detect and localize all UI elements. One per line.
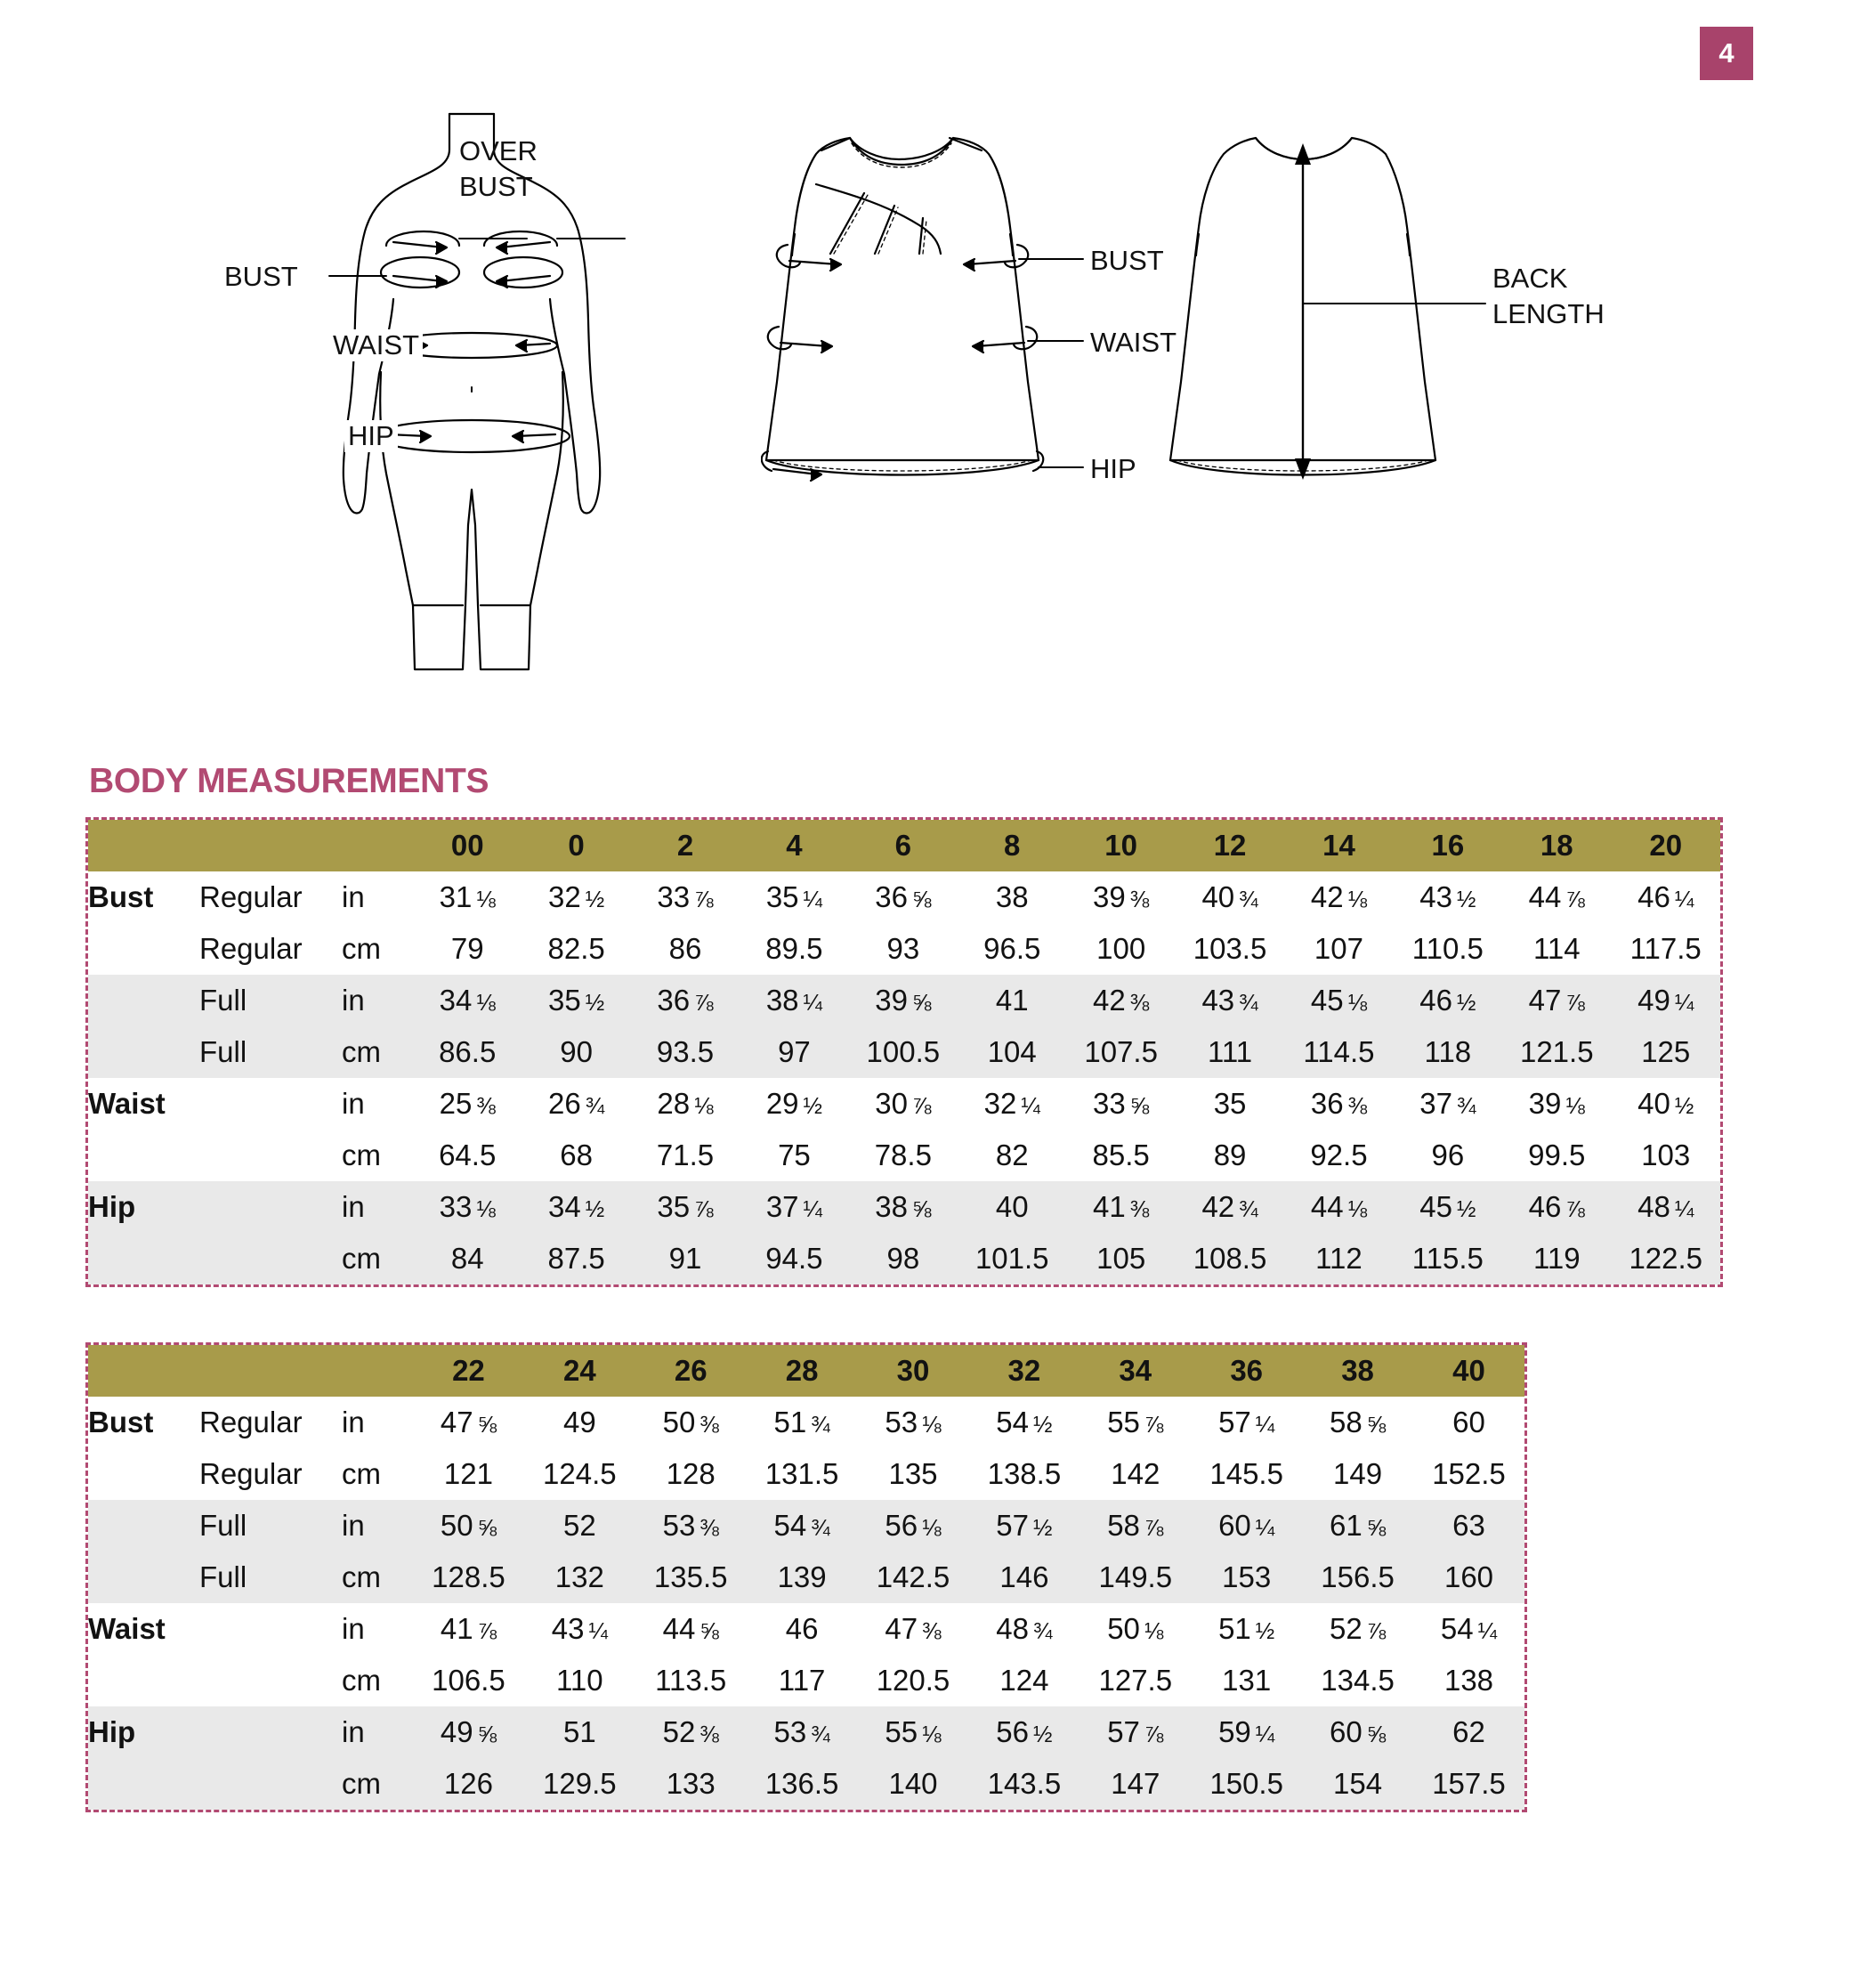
measurement-cell: 34 ⅛	[439, 984, 496, 1017]
row-group-label	[88, 1655, 199, 1706]
table-1-header-unit	[342, 820, 413, 871]
measurement-cell: 44 ⅞	[1528, 880, 1585, 913]
table-row	[88, 1130, 1720, 1181]
measurement-cell: 32 ¼	[983, 1087, 1040, 1120]
measurement-cell: 131.5	[764, 1457, 839, 1490]
measurement-cell: 60 ⅝	[1329, 1715, 1387, 1748]
measurement-cell: 45 ½	[1419, 1190, 1476, 1223]
measurement-cell: 46	[785, 1612, 819, 1645]
size-column-header-10: 10	[1104, 829, 1137, 862]
measurement-cell: 42 ⅛	[1310, 880, 1368, 913]
table-row	[88, 1026, 1720, 1078]
measurement-cell: 49 ¼	[1637, 984, 1694, 1017]
measurement-cell: 42 ⅜	[1093, 984, 1150, 1017]
row-kind-label	[199, 1181, 342, 1233]
measurement-cell: 121	[443, 1457, 493, 1490]
measurement-cell: 118	[1424, 1035, 1472, 1068]
measurement-cell: 37 ¾	[1419, 1087, 1476, 1120]
row-kind-label: Regular	[199, 1457, 303, 1490]
size-column-header-00: 00	[450, 829, 484, 862]
row-unit-label: in	[342, 1715, 365, 1748]
measurement-cell: 146	[999, 1560, 1049, 1593]
measurement-cell: 28 ⅛	[657, 1087, 714, 1120]
row-unit-label: in	[342, 1406, 365, 1438]
measurement-cell: 124.5	[543, 1457, 617, 1490]
page-number-badge	[1700, 27, 1753, 80]
measurement-cell: 31 ⅛	[439, 880, 496, 913]
row-group-label	[88, 1552, 199, 1603]
measurement-cell: 46 ½	[1419, 984, 1476, 1017]
table-row	[88, 1233, 1720, 1284]
measurement-cell: 53 ⅜	[662, 1509, 719, 1542]
table-sizes-22-40	[88, 1345, 1524, 1810]
table-row	[88, 1655, 1524, 1706]
measurement-cell: 33 ⅞	[657, 880, 714, 913]
measurement-cell: 125	[1641, 1035, 1691, 1068]
garment-front-label-waist: WAIST	[1090, 327, 1177, 358]
table-2-header	[88, 1345, 1524, 1397]
measurement-cell: 96	[1431, 1138, 1465, 1171]
size-column-header-2: 2	[676, 829, 694, 862]
measurement-cell: 133	[666, 1767, 716, 1800]
row-group-label: Waist	[88, 1087, 166, 1120]
measurement-cell: 132	[554, 1560, 604, 1593]
measurement-cell: 25 ⅜	[439, 1087, 496, 1120]
measurement-cell: 117.5	[1629, 932, 1702, 965]
row-group-label: Bust	[88, 880, 154, 913]
table-sizes-00-20	[88, 820, 1720, 1284]
measurement-cell: 46 ⅞	[1528, 1190, 1585, 1223]
measurement-cell: 61 ⅝	[1329, 1509, 1387, 1542]
row-unit-label: in	[342, 1087, 365, 1120]
measurement-cell: 54 ½	[996, 1406, 1053, 1438]
garment-back-label-line1: BACK	[1492, 263, 1568, 294]
measurement-cell: 129.5	[543, 1767, 617, 1800]
row-group-label	[88, 975, 199, 1026]
measurement-cell: 41 ⅞	[440, 1612, 497, 1645]
measurement-cell: 50 ⅝	[440, 1509, 497, 1542]
measurement-cell: 127.5	[1098, 1664, 1173, 1697]
row-unit-label: in	[342, 1612, 365, 1645]
row-group-label: Bust	[88, 1406, 154, 1438]
measurement-cell: 110.5	[1411, 932, 1484, 965]
table-1-header-row	[88, 820, 1720, 871]
measurement-cell: 103	[1641, 1138, 1691, 1171]
measurement-cell: 145.5	[1209, 1457, 1283, 1490]
measurement-cell: 30 ⅞	[875, 1087, 932, 1120]
measurement-cell: 33 ⅝	[1093, 1087, 1150, 1120]
measurement-cell: 147	[1111, 1767, 1160, 1800]
row-kind-label: Full	[199, 1035, 247, 1068]
row-kind-label	[199, 1706, 342, 1758]
measurement-cell: 57 ¼	[1218, 1406, 1275, 1438]
size-column-header-22: 22	[452, 1354, 485, 1387]
measurement-cell: 54 ¾	[773, 1509, 830, 1542]
row-kind-label: Regular	[199, 880, 303, 913]
measurement-cell: 60 ¼	[1218, 1509, 1275, 1542]
row-group-label	[88, 1448, 199, 1500]
table-row	[88, 1603, 1524, 1655]
measurement-cell: 112	[1315, 1242, 1363, 1275]
measurement-cell: 57 ½	[996, 1509, 1053, 1542]
measurement-cell: 82	[995, 1138, 1029, 1171]
measurement-cell: 50 ⅛	[1107, 1612, 1164, 1645]
measurement-cell: 110	[556, 1664, 603, 1697]
body-measurements-heading: BODY MEASUREMENTS	[89, 762, 489, 800]
measurement-cell: 35	[1213, 1087, 1247, 1120]
measurement-cell: 46 ¼	[1637, 880, 1694, 913]
measurement-cell: 150.5	[1209, 1767, 1283, 1800]
measurement-cell: 119	[1532, 1242, 1581, 1275]
measurement-cell: 84	[450, 1242, 484, 1275]
body-label-waist: WAIST	[329, 329, 423, 361]
row-group-label: Hip	[88, 1715, 136, 1748]
table-2-header-group	[88, 1345, 199, 1397]
measurement-cell: 44 ⅛	[1310, 1190, 1368, 1223]
row-kind-label: Regular	[199, 1406, 303, 1438]
measurement-cell: 50 ⅜	[662, 1406, 719, 1438]
table-1-header-group	[88, 820, 199, 871]
row-unit-label: in	[342, 1509, 365, 1542]
size-column-header-6: 6	[894, 829, 911, 862]
measurement-cell: 114.5	[1303, 1035, 1375, 1068]
measurement-cell: 55 ⅞	[1107, 1406, 1164, 1438]
measurement-cell: 90	[560, 1035, 593, 1068]
measurement-cell: 49 ⅝	[440, 1715, 497, 1748]
measurement-cell: 36 ⅞	[657, 984, 714, 1017]
measurement-cell: 47 ⅝	[440, 1406, 497, 1438]
size-column-header-14: 14	[1322, 829, 1355, 862]
measurement-cell: 40	[995, 1190, 1029, 1223]
measurement-cell: 57 ⅞	[1107, 1715, 1164, 1748]
measurement-cell: 143.5	[987, 1767, 1062, 1800]
measurement-cell: 131	[1222, 1664, 1272, 1697]
measurement-cell: 59 ¼	[1218, 1715, 1275, 1748]
measurement-cell: 41	[995, 984, 1029, 1017]
measurement-cell: 47 ⅜	[885, 1612, 942, 1645]
measurement-cell: 40 ½	[1637, 1087, 1694, 1120]
measurement-cell: 105	[1096, 1242, 1146, 1275]
row-unit-label: cm	[342, 932, 381, 965]
measurement-cell: 93.5	[656, 1035, 715, 1068]
measurement-cell: 35 ¼	[765, 880, 823, 913]
measurement-cell: 108.5	[1193, 1242, 1267, 1275]
size-column-header-26: 26	[674, 1354, 708, 1387]
body-label-bust: BUST	[224, 261, 298, 292]
row-unit-label: in	[342, 880, 365, 913]
table-row	[88, 871, 1720, 923]
measurement-cell: 115.5	[1411, 1242, 1484, 1275]
measurement-cell: 39 ⅜	[1093, 880, 1150, 913]
measurement-cell: 103.5	[1193, 932, 1267, 965]
row-group-label	[88, 1026, 199, 1078]
measurement-cell: 58 ⅝	[1329, 1406, 1387, 1438]
measurement-cell: 126	[443, 1767, 493, 1800]
measurement-cell: 55 ⅛	[885, 1715, 942, 1748]
table-row	[88, 1078, 1720, 1130]
measurement-cell: 142	[1111, 1457, 1160, 1490]
measurement-cell: 68	[560, 1138, 593, 1171]
measurement-cell: 89	[1213, 1138, 1247, 1171]
measurement-cell: 91	[668, 1242, 702, 1275]
measurement-cell: 56 ⅛	[885, 1509, 942, 1542]
measurement-cell: 54 ¼	[1440, 1612, 1498, 1645]
body-label-over-bust-line1: OVER	[459, 135, 538, 166]
row-group-label	[88, 1233, 199, 1284]
measurement-cell: 156.5	[1321, 1560, 1395, 1593]
body-label-hip: HIP	[344, 420, 398, 452]
measurement-cell: 36 ⅜	[1310, 1087, 1368, 1120]
row-kind-label: Full	[199, 1509, 247, 1542]
measurement-cell: 117	[778, 1664, 826, 1697]
measurement-cell: 86.5	[439, 1035, 497, 1068]
measurement-cell: 52 ⅞	[1329, 1612, 1387, 1645]
measurement-cell: 142.5	[876, 1560, 950, 1593]
row-unit-label: cm	[342, 1560, 381, 1593]
measurement-cell: 94.5	[765, 1242, 823, 1275]
table-1-body	[88, 871, 1720, 1284]
measurement-cell: 41 ⅜	[1093, 1190, 1150, 1223]
row-unit-label: in	[342, 984, 365, 1017]
table-row	[88, 1448, 1524, 1500]
measurement-cell: 35 ⅞	[657, 1190, 714, 1223]
sleeveless-top-back-view	[1161, 129, 1605, 521]
row-kind-label	[199, 1233, 342, 1284]
measurement-cell: 85.5	[1092, 1138, 1150, 1171]
measurement-cell: 140	[888, 1767, 938, 1800]
row-group-label	[88, 1500, 199, 1552]
measurement-cell: 98	[886, 1242, 920, 1275]
measurement-cell: 43 ¼	[551, 1612, 608, 1645]
table-row	[88, 1181, 1720, 1233]
measurement-cell: 114	[1532, 932, 1581, 965]
measurement-cell: 38 ⅝	[875, 1190, 932, 1223]
measurement-cell: 149.5	[1098, 1560, 1173, 1593]
measurement-cell: 62	[1452, 1715, 1485, 1748]
row-kind-label	[199, 1130, 342, 1181]
measurements-table-sizes-00-20	[85, 817, 1723, 1287]
row-kind-label	[199, 1758, 342, 1810]
measurements-table-sizes-22-40	[85, 1342, 1527, 1812]
size-column-header-32: 32	[1007, 1354, 1041, 1387]
measurement-cell: 100.5	[866, 1035, 941, 1068]
measurement-cell: 92.5	[1310, 1138, 1368, 1171]
table-1-header-kind	[199, 820, 342, 871]
size-column-header-28: 28	[785, 1354, 819, 1387]
row-kind-label: Regular	[199, 932, 303, 965]
measurement-cell: 36 ⅝	[875, 880, 932, 913]
measurement-cell: 157.5	[1432, 1767, 1506, 1800]
measurement-cell: 51	[562, 1715, 596, 1748]
measurement-cell: 160	[1443, 1560, 1494, 1593]
table-row	[88, 1397, 1524, 1448]
measurement-cell: 63	[1452, 1509, 1485, 1542]
measurement-cell: 44 ⅝	[662, 1612, 719, 1645]
measurement-cell: 96.5	[983, 932, 1041, 965]
row-kind-label	[199, 1603, 342, 1655]
measurement-cell: 49	[562, 1406, 596, 1438]
measurement-cell: 101.5	[974, 1242, 1049, 1275]
measurement-cell: 122.5	[1629, 1242, 1703, 1275]
measurement-cell: 35 ½	[548, 984, 605, 1017]
page-number-text: 4	[1718, 37, 1734, 69]
measurement-cell: 60	[1452, 1406, 1485, 1438]
measurement-cell: 48 ¾	[996, 1612, 1053, 1645]
measurement-cell: 79	[450, 932, 484, 965]
measurement-cell: 111	[1207, 1035, 1253, 1068]
row-group-label	[88, 923, 199, 975]
measurement-cell: 53 ⅛	[885, 1406, 942, 1438]
measurement-cell: 51 ½	[1218, 1612, 1275, 1645]
row-unit-label: cm	[342, 1457, 381, 1490]
measurement-cell: 45 ⅛	[1310, 984, 1368, 1017]
measurement-illustrations	[0, 107, 1876, 712]
female-body-front-figure	[224, 107, 756, 677]
measurement-cell: 120.5	[876, 1664, 950, 1697]
measurement-cell: 33 ⅛	[439, 1190, 496, 1223]
table-1-header	[88, 820, 1720, 871]
table-2-header-unit	[342, 1345, 413, 1397]
measurement-cell: 34 ½	[548, 1190, 605, 1223]
size-column-header-4: 4	[786, 829, 803, 862]
measurement-cell: 43 ½	[1419, 880, 1476, 913]
measurement-cell: 149	[1333, 1457, 1383, 1490]
sleeveless-top-front-view	[761, 129, 1177, 521]
measurement-cell: 29 ½	[765, 1087, 823, 1120]
measurement-cell: 113.5	[655, 1664, 727, 1697]
size-column-header-16: 16	[1431, 829, 1465, 862]
measurement-cell: 37 ¼	[765, 1190, 823, 1223]
measurement-cell: 58 ⅞	[1107, 1509, 1164, 1542]
measurement-cell: 43 ¾	[1201, 984, 1258, 1017]
size-column-header-8: 8	[1004, 829, 1021, 862]
row-unit-label: cm	[342, 1242, 381, 1275]
row-group-label: Hip	[88, 1190, 136, 1223]
size-column-header-40: 40	[1452, 1354, 1485, 1387]
table-row	[88, 1706, 1524, 1758]
row-kind-label	[199, 1655, 342, 1706]
measurement-cell: 136.5	[764, 1767, 839, 1800]
measurement-cell: 47 ⅞	[1528, 984, 1585, 1017]
measurement-cell: 71.5	[656, 1138, 715, 1171]
row-group-label: Waist	[88, 1612, 166, 1645]
row-unit-label: cm	[342, 1035, 381, 1068]
row-kind-label: Full	[199, 984, 247, 1017]
measurement-cell: 135.5	[653, 1560, 728, 1593]
size-column-header-24: 24	[562, 1354, 596, 1387]
measurement-cell: 99.5	[1528, 1138, 1586, 1171]
row-unit-label: cm	[342, 1664, 381, 1697]
measurement-cell: 39 ⅛	[1528, 1087, 1585, 1120]
table-2-header-kind	[199, 1345, 342, 1397]
measurement-cell: 152.5	[1432, 1457, 1506, 1490]
measurement-cell: 107	[1314, 932, 1363, 965]
measurement-cell: 64.5	[439, 1138, 497, 1171]
measurement-cell: 89.5	[765, 932, 823, 965]
body-label-over-bust	[459, 134, 538, 205]
table-row	[88, 1552, 1524, 1603]
table-2-header-row	[88, 1345, 1524, 1397]
size-column-header-12: 12	[1213, 829, 1247, 862]
measurement-cell: 86	[668, 932, 702, 965]
measurement-cell: 124	[999, 1664, 1049, 1697]
garment-front-label-hip: HIP	[1090, 453, 1136, 484]
size-column-header-0: 0	[568, 829, 585, 862]
measurement-cell: 75	[778, 1138, 811, 1171]
measurement-cell: 48 ¼	[1637, 1190, 1694, 1223]
garment-back-label-back-length	[1492, 261, 1605, 332]
measurement-cell: 97	[778, 1035, 811, 1068]
measurement-cell: 82.5	[547, 932, 605, 965]
row-group-label	[88, 1130, 199, 1181]
measurement-cell: 135	[888, 1457, 938, 1490]
body-label-over-bust-line2: BUST	[459, 171, 533, 202]
measurement-cell: 56 ½	[996, 1715, 1053, 1748]
measurement-cell: 39 ⅝	[875, 984, 932, 1017]
table-row	[88, 975, 1720, 1026]
size-column-header-20: 20	[1649, 829, 1683, 862]
measurement-cell: 93	[886, 932, 920, 965]
measurement-cell: 106.5	[432, 1664, 505, 1697]
garment-front-label-bust: BUST	[1090, 245, 1164, 276]
measurement-cell: 134.5	[1321, 1664, 1395, 1697]
measurement-cell: 139	[777, 1560, 827, 1593]
measurement-cell: 78.5	[874, 1138, 932, 1171]
row-unit-label: cm	[342, 1138, 381, 1171]
measurement-cell: 52 ⅜	[662, 1715, 719, 1748]
measurement-cell: 107.5	[1084, 1035, 1158, 1068]
measurement-cell: 38 ¼	[765, 984, 823, 1017]
measurement-cell: 42 ¾	[1201, 1190, 1258, 1223]
table-row	[88, 923, 1720, 975]
table-row	[88, 1758, 1524, 1810]
row-unit-label: in	[342, 1190, 365, 1223]
measurement-cell: 100	[1096, 932, 1146, 965]
measurement-cell: 51 ¾	[773, 1406, 830, 1438]
measurement-cell: 87.5	[547, 1242, 605, 1275]
row-kind-label: Full	[199, 1560, 247, 1593]
size-column-header-30: 30	[896, 1354, 930, 1387]
measurement-cell: 38	[995, 880, 1029, 913]
measurement-cell: 128	[666, 1457, 716, 1490]
garment-back-label-line2: LENGTH	[1492, 298, 1605, 329]
table-row	[88, 1500, 1524, 1552]
measurement-cell: 32 ½	[548, 880, 605, 913]
row-unit-label: cm	[342, 1767, 381, 1800]
measurement-cell: 52	[562, 1509, 596, 1542]
measurement-cell: 154	[1333, 1767, 1383, 1800]
size-column-header-18: 18	[1540, 829, 1573, 862]
measurement-cell: 104	[987, 1035, 1037, 1068]
measurement-cell: 26 ¾	[548, 1087, 605, 1120]
measurement-cell: 53 ¾	[773, 1715, 830, 1748]
measurement-cell: 128.5	[432, 1560, 505, 1593]
measurement-cell: 121.5	[1519, 1035, 1594, 1068]
size-column-header-34: 34	[1119, 1354, 1152, 1387]
row-group-label	[88, 1758, 199, 1810]
size-column-header-36: 36	[1230, 1354, 1264, 1387]
size-column-header-38: 38	[1341, 1354, 1374, 1387]
measurement-cell: 40 ¾	[1201, 880, 1258, 913]
measurement-cell: 153	[1222, 1560, 1272, 1593]
row-kind-label	[199, 1078, 342, 1130]
measurement-cell: 138	[1443, 1664, 1494, 1697]
measurement-cell: 138.5	[987, 1457, 1062, 1490]
table-2-body	[88, 1397, 1524, 1810]
